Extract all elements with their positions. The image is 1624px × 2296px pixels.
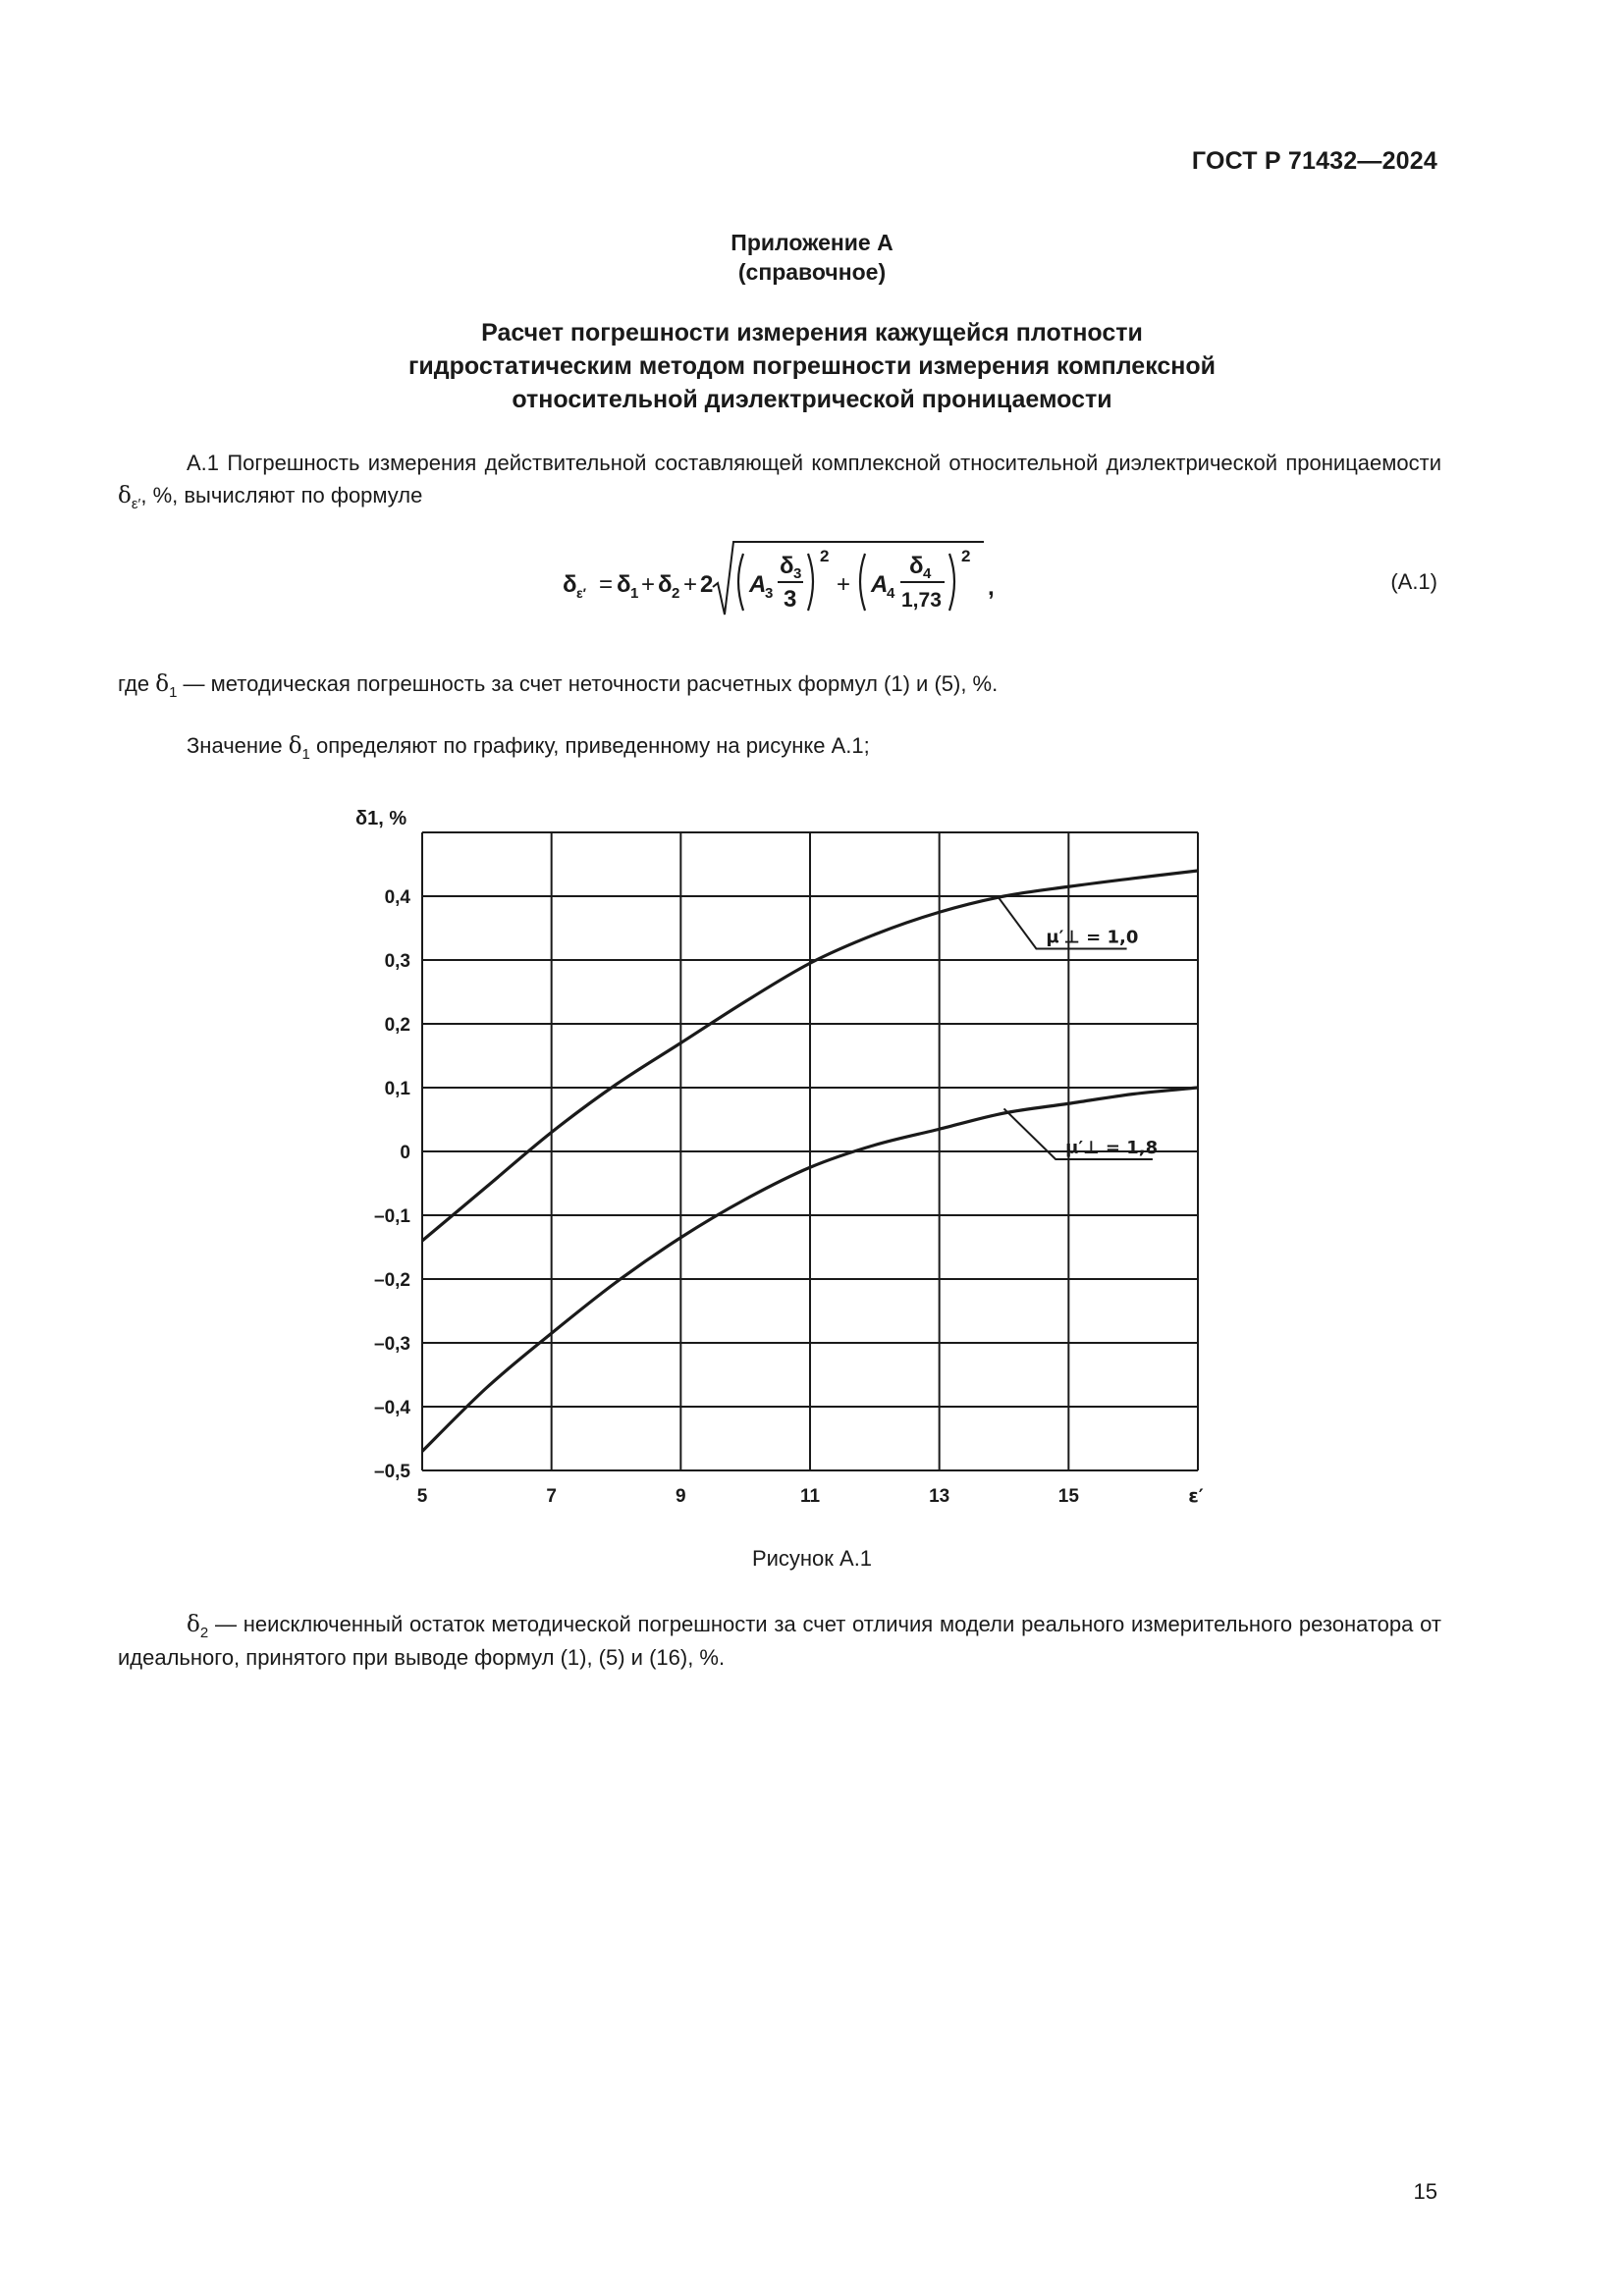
paragraph-delta2-text: — неисключенный остаток методической погрешности за счет отличия модели реального измерительного резонатора от идеального, принятого при выводе формул (1), (5) и (16), %. (118, 1612, 1441, 1670)
formula-num4-sub: 4 (923, 565, 932, 582)
y-tick-label: 0,1 (384, 1079, 410, 1099)
delta1-symbol: δ (155, 671, 170, 697)
paragraph-a1-text-1: А.1 Погрешность измерения действительной составляющей комплексной относительной диэлектрической проницаемости (187, 451, 1441, 475)
formula-den3: 3 (784, 586, 797, 613)
x-axis-label: ε′ (1188, 1485, 1204, 1507)
series-label: μ′⊥ = 1,0 (1046, 927, 1139, 948)
annex-title: Приложение А (731, 230, 893, 255)
y-tick-label: 0,4 (384, 887, 410, 908)
formula-a3: A (749, 571, 767, 598)
paren-left-2 (860, 554, 865, 611)
title-line-3: относительной диэлектрической проницаемости (512, 386, 1112, 413)
y-tick-label: –0,5 (374, 1462, 410, 1482)
formula-lhs-delta: δ (563, 571, 577, 598)
title-line-1: Расчет погрешности измерения кажущейся плотности (481, 319, 1143, 347)
paren-right-1 (808, 554, 813, 611)
formula-t1: δ (617, 571, 631, 598)
y-tick-label: –0,4 (374, 1398, 410, 1418)
y-axis-label: δ1, % (355, 808, 407, 829)
y-tick-label: –0,1 (374, 1206, 410, 1227)
y-tick-label: –0,2 (374, 1270, 410, 1291)
y-tick-label: –0,3 (374, 1334, 410, 1355)
formula-t2: δ (658, 571, 673, 598)
delta2-symbol: δ (187, 1612, 200, 1637)
formula-coef: 2 (700, 571, 714, 598)
x-tick-label: 15 (1057, 1486, 1079, 1507)
formula-equals: = (599, 571, 614, 598)
page-number: 15 (1413, 2179, 1437, 2204)
value-delta1-subscript: 1 (301, 746, 310, 763)
x-tick-label: 13 (929, 1486, 950, 1507)
formula-a3-sub: 3 (765, 585, 774, 602)
value-delta1 (118, 729, 1441, 763)
paren-right-2 (949, 554, 954, 611)
x-tick-label: 9 (676, 1486, 686, 1507)
title-line-2: гидростатическим методом погрешности измерения комплексной (407, 352, 1217, 380)
formula-a4: A (871, 571, 889, 598)
where-delta1 (118, 667, 1441, 701)
formula-lhs-sub: ε′ (576, 585, 587, 601)
x-tick-label: 11 (799, 1486, 821, 1507)
x-tick-label: 5 (416, 1486, 428, 1507)
value-delta1-symbol: δ (288, 733, 302, 759)
standard-designation: ГОСТ Р 71432—2024 (1191, 147, 1437, 175)
formula-t1-sub: 1 (630, 585, 639, 602)
delta-subscript: ε′ (131, 496, 141, 512)
formula-plus-2: + (683, 571, 698, 598)
delta-symbol: δ (118, 483, 132, 508)
paragraph-a1-text-2: , %, вычисляют по формуле (140, 483, 423, 507)
y-tick-label: 0 (400, 1143, 410, 1163)
where-delta1-text: — методическая погрешность за счет неточности расчетных формул (1) и (5), %. (177, 671, 999, 696)
value-delta1-text: определяют по графику, приведенному на рисунке А.1; (309, 733, 870, 758)
formula-pow-2: 2 (961, 547, 971, 565)
paragraph-delta2 (118, 1608, 1441, 1674)
delta2-subscript: 2 (199, 1625, 209, 1641)
formula-number: (А.1) (1390, 569, 1437, 594)
delta1-subscript: 1 (169, 684, 178, 701)
value-prefix: Значение (187, 733, 289, 758)
y-tick-label: 0,3 (384, 951, 410, 972)
formula-den4: 1,73 (901, 589, 942, 612)
formula-num3-sub: 3 (793, 565, 802, 582)
formula-plus-1: + (641, 571, 656, 598)
series-label: μ′⊥ = 1,8 (1065, 1138, 1159, 1158)
formula-num3: δ (780, 553, 794, 579)
formula-plus-3: + (837, 571, 851, 598)
paragraph-a1 (118, 447, 1441, 512)
formula-num4: δ (909, 553, 924, 579)
where-prefix: где (118, 671, 156, 696)
annex-subtitle: (справочное) (737, 259, 887, 285)
document-title (0, 316, 1624, 416)
formula-t2-sub: 2 (672, 585, 680, 602)
paren-left-1 (738, 554, 743, 611)
y-tick-label: 0,2 (384, 1015, 410, 1036)
formula-a4-sub: 4 (887, 585, 895, 602)
formula-pow-1: 2 (820, 547, 830, 565)
figure-a1-chart (334, 805, 1218, 1512)
formula-a1 (550, 538, 1001, 626)
figure-caption: Рисунок А.1 (751, 1546, 873, 1571)
formula-comma: , (988, 574, 995, 601)
x-tick-label: 7 (546, 1486, 557, 1507)
annex-heading (0, 228, 1624, 287)
